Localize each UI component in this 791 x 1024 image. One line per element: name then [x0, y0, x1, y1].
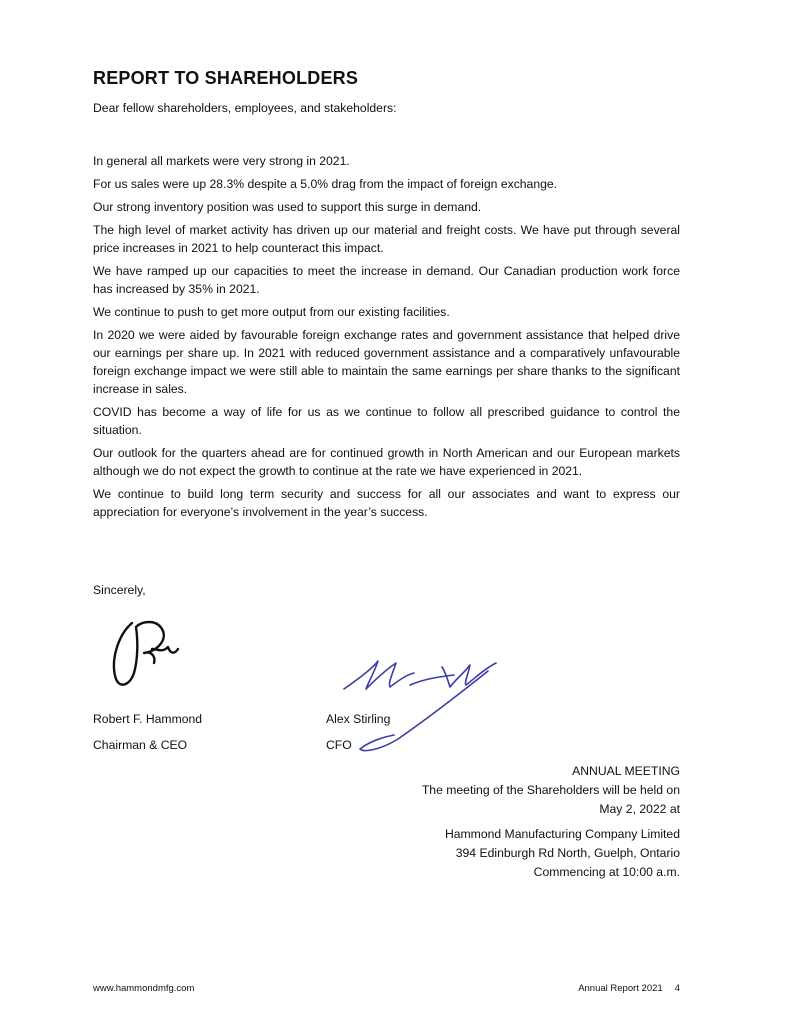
- meeting-address: 394 Edinburgh Rd North, Guelph, Ontario: [455, 846, 680, 860]
- annual-meeting-notice: [422, 762, 680, 882]
- paragraph: We continue to push to get more output from our existing facilities.: [93, 305, 450, 319]
- cfo-signature-image: [338, 655, 498, 755]
- paragraph: In 2020 we were aided by favourable foreign exchange rates and government assistance that helped drive our earnings per share up. In 2021 with reduced government assistance and a comparatively unfavourable foreign exchange impact we were still able to maintain the same earnings per share thanks to the significant increase in sales.: [93, 328, 680, 396]
- letter-body: [93, 152, 680, 526]
- cfo-name: Alex Stirling: [326, 712, 391, 726]
- footer-report: [578, 983, 680, 994]
- paragraph: Our strong inventory position was used to support this surge in demand.: [93, 200, 482, 214]
- paragraph: COVID has become a way of life for us as we continue to follow all prescribed guidance to control the situation.: [93, 405, 680, 437]
- paragraph: The high level of market activity has driven up our material and freight costs. We have put through several price increases in 2021 to help counteract this impact.: [93, 223, 680, 255]
- footer-report-title: Annual Report 2021: [578, 983, 663, 994]
- salutation: Dear fellow shareholders, employees, and stakeholders:: [93, 101, 397, 115]
- paragraph: We continue to build long term security and success for all our associates and want to express our appreciation for everyone’s involvement in the year’s success.: [93, 487, 680, 519]
- meeting-time: Commencing at 10:00 a.m.: [533, 865, 680, 879]
- footer-website: www.hammondmfg.com: [93, 983, 195, 994]
- meeting-date: May 2, 2022 at: [599, 802, 680, 816]
- paragraph: We have ramped up our capacities to meet the increase in demand. Our Canadian production work force has increased by 35% in 2021.: [93, 264, 680, 296]
- ceo-signature-image: [108, 615, 180, 689]
- meeting-line: The meeting of the Shareholders will be held on: [421, 783, 680, 797]
- page-title: REPORT TO SHAREHOLDERS: [93, 68, 359, 88]
- paragraph: Our outlook for the quarters ahead are for continued growth in North American and our European markets although we do not expect the growth to continue at the rate we have experienced in 2021.: [93, 446, 680, 478]
- cfo-title: CFO: [326, 738, 352, 752]
- paragraph: In general all markets were very strong in 2021.: [93, 154, 350, 168]
- paragraph: For us sales were up 28.3% despite a 5.0% drag from the impact of foreign exchange.: [93, 177, 558, 191]
- ceo-title: Chairman & CEO: [93, 738, 188, 752]
- ceo-name: Robert F. Hammond: [93, 712, 203, 726]
- page-number: 4: [674, 983, 680, 994]
- meeting-heading: ANNUAL MEETING: [572, 764, 680, 778]
- closing: Sincerely,: [93, 583, 146, 597]
- meeting-company: Hammond Manufacturing Company Limited: [444, 827, 680, 841]
